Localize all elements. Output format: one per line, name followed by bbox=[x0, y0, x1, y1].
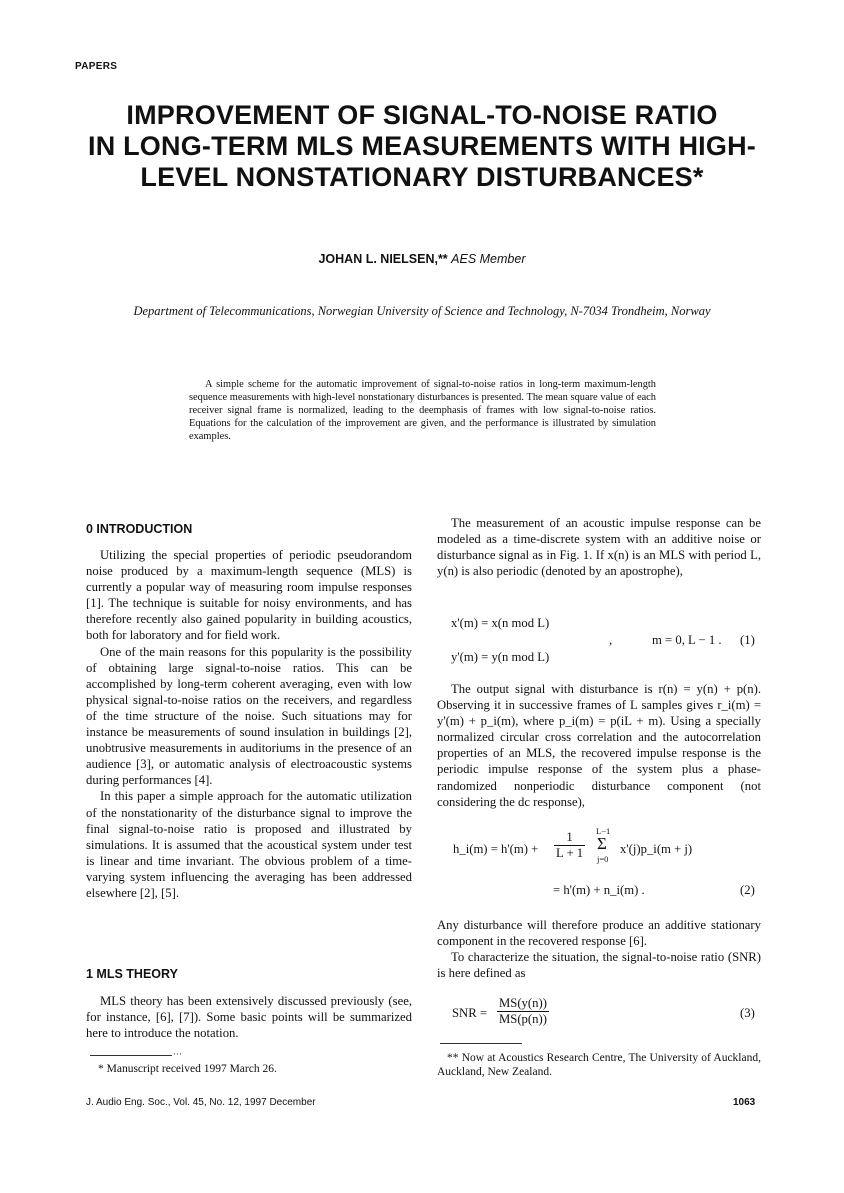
equation-1-line-a: x'(m) = x(n mod L) bbox=[451, 616, 550, 630]
footnote-author-address: ** Now at Acoustics Research Centre, The University of Auckland, Auckland, New Zealand. bbox=[437, 1052, 761, 1078]
section-heading-introduction: 0 INTRODUCTION bbox=[86, 522, 193, 536]
equation-2-sum-upper: L−1 bbox=[596, 826, 611, 836]
journal-citation: J. Audio Eng. Soc., Vol. 45, No. 12, 1997 December bbox=[86, 1097, 316, 1108]
equation-2-fraction bbox=[554, 830, 585, 861]
section-tag: PAPERS bbox=[75, 61, 118, 72]
fraction bbox=[554, 830, 585, 861]
paragraph: The output signal with disturbance is r(n) = y(n) + p(n). Observing it in successive frames of L samples gives r_i(m) = y'(m) + p_i(m), where p_i(m) = p(iL + m). Using a specially normalized circular cross correlation and the autocorrelation properties of an MLS, the recovered impulse response is the periodic impulse response of the system plus a phase-randomized nonperiodic disturbance component (not considering the dc response), bbox=[437, 682, 761, 809]
paragraph: One of the main reasons for this popularity is the possibility of obtaining large signal-to-noise ratios. This can be accomplished by long-term coherent averaging, even with low physical signal-to-noise ratios on the receivers, and regardless of the time structure of the noise. Such situations may for instance be measurements of sound insulation in buildings [2], unobtrusive measurements in auditoriums in the presence of an audience [3], or automatic analysis of electroacoustic systems during performances [4]. bbox=[86, 644, 412, 788]
fraction bbox=[497, 996, 549, 1027]
introduction-body bbox=[86, 547, 412, 901]
title-line: IMPROVEMENT OF SIGNAL-TO-NOISE RATIO bbox=[126, 100, 718, 130]
paragraph: MLS theory has been extensively discussed previously (see, for instance, [6], [7]). Some basic points will be summarized here to introduce the notation. bbox=[86, 994, 412, 1041]
paragraph: To characterize the situation, the signal-to-noise ratio (SNR) is here defined as bbox=[437, 950, 761, 981]
footnote-rule bbox=[90, 1055, 172, 1056]
fraction-numerator: 1 bbox=[554, 830, 585, 846]
paragraph: Any disturbance will therefore produce an additive stationary component in the recovered response [6]. bbox=[437, 918, 761, 949]
fraction-denominator: MS(p(n)) bbox=[499, 1012, 547, 1026]
paragraph: The measurement of an acoustic impulse response can be modeled as a time-discrete system with an additive noise or disturbance signal as in Fig. 1. If x(n) is an MLS with period L, y(n) is also periodic (denoted by an apostrophe), bbox=[437, 516, 761, 579]
paragraph: Utilizing the special properties of periodic pseudorandom noise produced by a maximum-length sequence (MLS) is currently a popular way of measuring room impulse responses [1]. The technique is suitable for noisy environments, and has therefore recently also gained popularity in building acoustics, both for laboratory and for field work. bbox=[86, 548, 412, 643]
section-heading-mls-theory: 1 MLS THEORY bbox=[86, 967, 178, 981]
footnote-rule-dots: ··· bbox=[173, 1049, 182, 1059]
sigma-symbol: Σ bbox=[597, 834, 607, 853]
paper-title bbox=[60, 100, 784, 193]
equation-3-fraction bbox=[497, 996, 549, 1027]
equation-1-condition: m = 0, L − 1 . bbox=[652, 633, 722, 647]
equation-3-lhs: SNR = bbox=[452, 1006, 488, 1020]
equation-1-separator: , bbox=[609, 633, 613, 647]
right-column-paragraph-2 bbox=[437, 681, 761, 810]
author-name: JOHAN L. NIELSEN,** bbox=[318, 252, 448, 266]
footnote-rule bbox=[440, 1043, 522, 1044]
affiliation: Department of Telecommunications, Norwegian University of Science and Technology, N-7034 Trondheim, Norway bbox=[133, 304, 711, 318]
equation-2-line-2: = h'(m) + n_i(m) . bbox=[553, 883, 645, 897]
right-column-paragraph-1 bbox=[437, 515, 761, 579]
fraction-numerator: MS(y(n)) bbox=[499, 996, 547, 1010]
author-line bbox=[0, 252, 844, 266]
author-membership: AES Member bbox=[451, 252, 526, 266]
abstract: A simple scheme for the automatic improvement of signal-to-noise ratios in long-term maximum-length sequence measurements with high-level nonstationary disturbances is presented. The mean square value of each receiver signal frame is normalized, leading to the deemphasis of frames with low signal-to-noise ratios. Equations for the calculation of the improvement are given, and the performance is illustrated by simulation examples. bbox=[189, 379, 656, 442]
equation-2-rhs: x'(j)p_i(m + j) bbox=[620, 842, 693, 856]
title-line: IN LONG-TERM MLS MEASUREMENTS WITH HIGH- bbox=[88, 131, 756, 161]
footnote-manuscript: * Manuscript received 1997 March 26. bbox=[98, 1063, 277, 1075]
mls-theory-body bbox=[86, 993, 412, 1041]
page-number: 1063 bbox=[733, 1097, 756, 1108]
equation-2-sum-lower: j=0 bbox=[597, 854, 609, 864]
equation-2-lhs: h_i(m) = h'(m) + bbox=[453, 842, 539, 856]
equation-2-number: (2) bbox=[740, 883, 755, 897]
title-line: LEVEL NONSTATIONARY DISTURBANCES* bbox=[140, 162, 704, 192]
paragraph: In this paper a simple approach for the automatic utilization of the nonstationarity of the disturbance signal to improve the final signal-to-noise ratio is proposed and illustrated by simulations. It is assumed that the acoustical system under test is linear and time invariant. The obvious problem of a time-varying system influencing the averaging has been addressed elsewhere [2], [5]. bbox=[86, 789, 412, 900]
equation-3-number: (3) bbox=[740, 1006, 755, 1020]
right-column-paragraph-3 bbox=[437, 917, 761, 981]
equation-1-number: (1) bbox=[740, 633, 755, 647]
equation-1-line-b: y'(m) = y(n mod L) bbox=[451, 650, 550, 664]
fraction-denominator: L + 1 bbox=[556, 846, 584, 860]
